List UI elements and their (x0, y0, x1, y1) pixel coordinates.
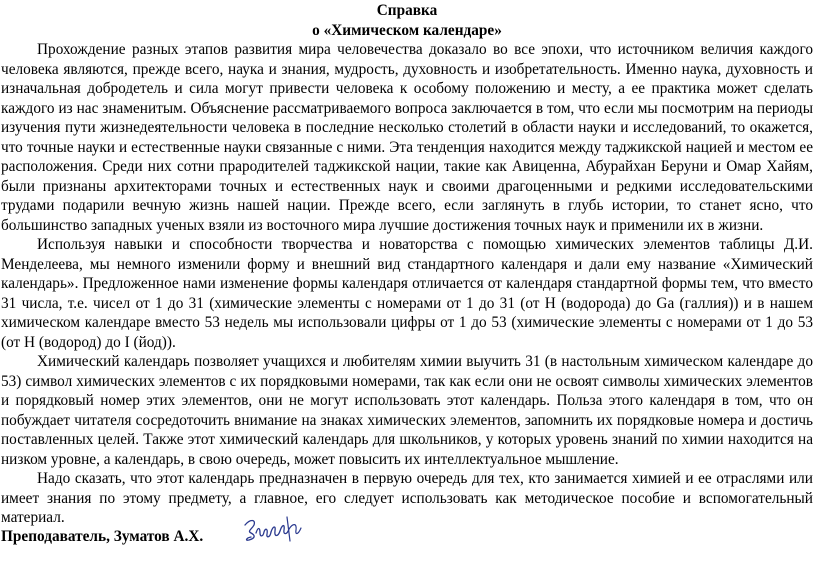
paragraph-3: Химический календарь позволяет учащихся и любителям химии выучить 31 (в настольным химическом календаре до 53) символ химических элементов с их порядковыми номерами, так как если они не освоят символы химических элементов и порядковый номер этих элементов, они не могут использовать этот календарь. Польза этого календаря в том, что он побуждает читателя сосредоточить внимание на знаках химических элементов, запомнить их порядковые номера и достичь поставленных целей. Также этот химический календарь для школьников, у которых уровень знаний по химии находится на низком уровне, а календарь, в свою очередь, может повысить их интеллектуальное мышление. (1, 353, 813, 468)
handwritten-signature-icon (242, 513, 304, 547)
document-subtitle: о «Химическом календаре» (312, 21, 502, 39)
paragraph-4: Надо сказать, что этот календарь предназначен в первую очередь для тех, кто занимается химией и ее отраслями или имеет знания по этому предмету, а главное, его следует использовать как методическое пособие и вспомогательный материал. (1, 470, 813, 526)
paragraph-1: Прохождение разных этапов развития мира человечества доказало во все эпохи, что источником величия каждого человека являются, прежде всего, наука и знания, мудрость, духовность и изобретательность. Именно наука, духовность и изначальная добродетель и сила могут привести человека к особому положению и месту, а ее практика может сделать каждого из нас знаменитым. Объяснение рассматриваемого вопроса заключается в том, что если мы посмотрим на периоды изучения пути жизнедеятельности человека в последние несколько столетий в области науки и исследований, то окажется, что точные науки и естественные науки связанные с ними. Эта тенденция находится между таджикской нацией и местом ее расположения. Среди них сотни прародителей таджикской нации, такие как Авиценна, Абурайхан Беруни и Омар Хайям, были признаны архитекторами точных и естественных наук и своими драгоценными и редкими исследовательскими трудами подарили вечную жизнь нашей нации. Прежде всего, если заглянуть в глубь истории, то станет ясно, что большинство западных ученых взяли из восточного мира лучшие достижения точных наук и применили их в жизни. (1, 41, 813, 234)
signature-line: Преподаватель, Зуматов А.Х. (1, 528, 204, 545)
paragraph-2: Используя навыки и способности творчества и новаторства с помощью химических элементов таблицы Д.И. Менделеева, мы немного изменили форму и внешний вид стандартного календаря и дали ему название «Химический календарь». Предложенное нами изменение формы календаря отличается от календаря стандартной формы тем, что вместо 31 числа, т.е. чисел от 1 до 31 (химические элементы с номерами от 1 до 31 (от H (водорода) до Ga (галлия)) и в нашем химическом календаре вместо 53 недель мы использовали цифры от 1 до 53 (химические элементы с номерами от 1 до 53 (от H (водород) до I (йод)). (1, 236, 813, 351)
document-title: Справка (376, 2, 438, 19)
